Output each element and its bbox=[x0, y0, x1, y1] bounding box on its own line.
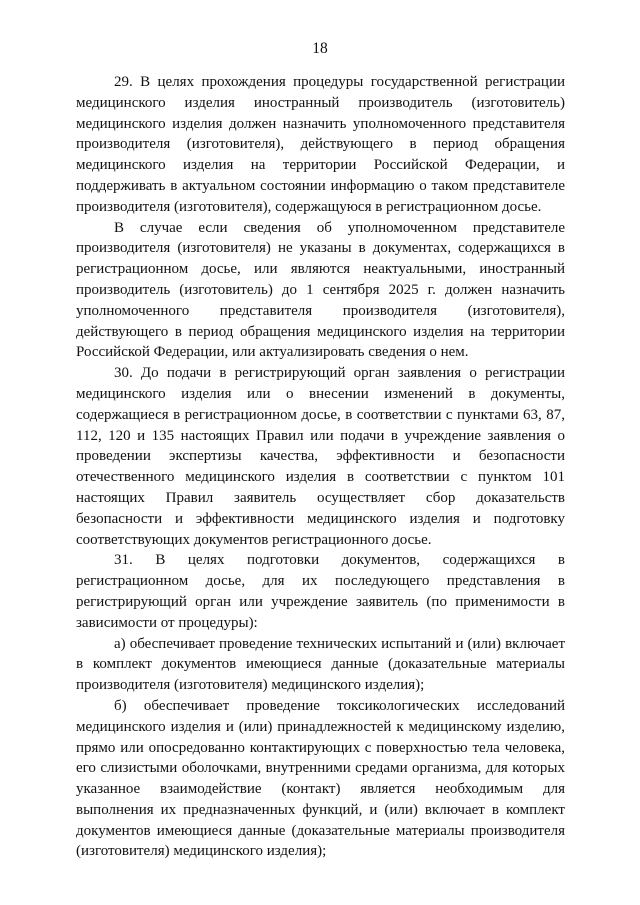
page-number: 18 bbox=[312, 40, 328, 57]
paragraph-31-a: а) обеспечивает проведение технических испытаний и (или) включает в комплект документов имеющиеся данные (доказательные материалы производителя (изготовителя) медицинского изделия); bbox=[76, 635, 565, 694]
document-body bbox=[76, 72, 565, 862]
paragraph-29: 29. В целях прохождения процедуры государственной регистрации медицинского изделия иностранный производитель (изготовитель) медицинского изделия должен назначить уполномоченного представителя производителя (изготовителя), действующего в период обращения медицинского изделия на территории Российской Федерации, и поддерживать в актуальном состоянии информацию о таком представителе производителя (изготовителя), содержащуюся в регистрационном досье. bbox=[76, 74, 565, 215]
paragraph-31-b: б) обеспечивает проведение токсикологических исследований медицинского изделия и (или) принадлежностей к медицинскому изделию, прямо или опосредованно контактирующих с поверхностью тела человека, его слизистыми оболочками, внутренними средами организма, для которых указанное взаимодействие (контакт) является необходимым для выполнения их предназначенных функций, и (или) включает в комплект документов имеющиеся данные (доказательные материалы производителя (изготовителя) медицинского изделия); bbox=[76, 697, 565, 860]
paragraph-31: 31. В целях подготовки документов, содержащихся в регистрационном досье, для их последующего представления в регистрирующий орган или учреждение заявитель (по применимости в зависимости от процедуры): bbox=[76, 552, 565, 631]
paragraph-29-continuation: В случае если сведения об уполномоченном представителе производителя (изготовителя) не указаны в документах, содержащихся в регистрационном досье, или являются неактуальными, иностранный производитель (изготовитель) до 1 сентября 2025 г. должен назначить уполномоченного представителя производителя (изготовителя), действующего в период обращения медицинского изделия на территории Российской Федерации, или актуализировать сведения о нем. bbox=[76, 219, 565, 361]
paragraph-30: 30. До подачи в регистрирующий орган заявления о регистрации медицинского изделия или о внесении изменений в документы, содержащиеся в регистрационном досье, в соответствии с пунктами 63, 87, 112, 120 и 135 настоящих Правил или подачи в учреждение заявления о проведении экспертизы качества, эффективности и безопасности отечественного медицинского изделия в соответствии с пунктом 101 настоящих Правил заявитель осуществляет сбор доказательств безопасности и эффективности медицинского изделия и подготовку соответствующих документов регистрационного досье. bbox=[76, 365, 565, 548]
